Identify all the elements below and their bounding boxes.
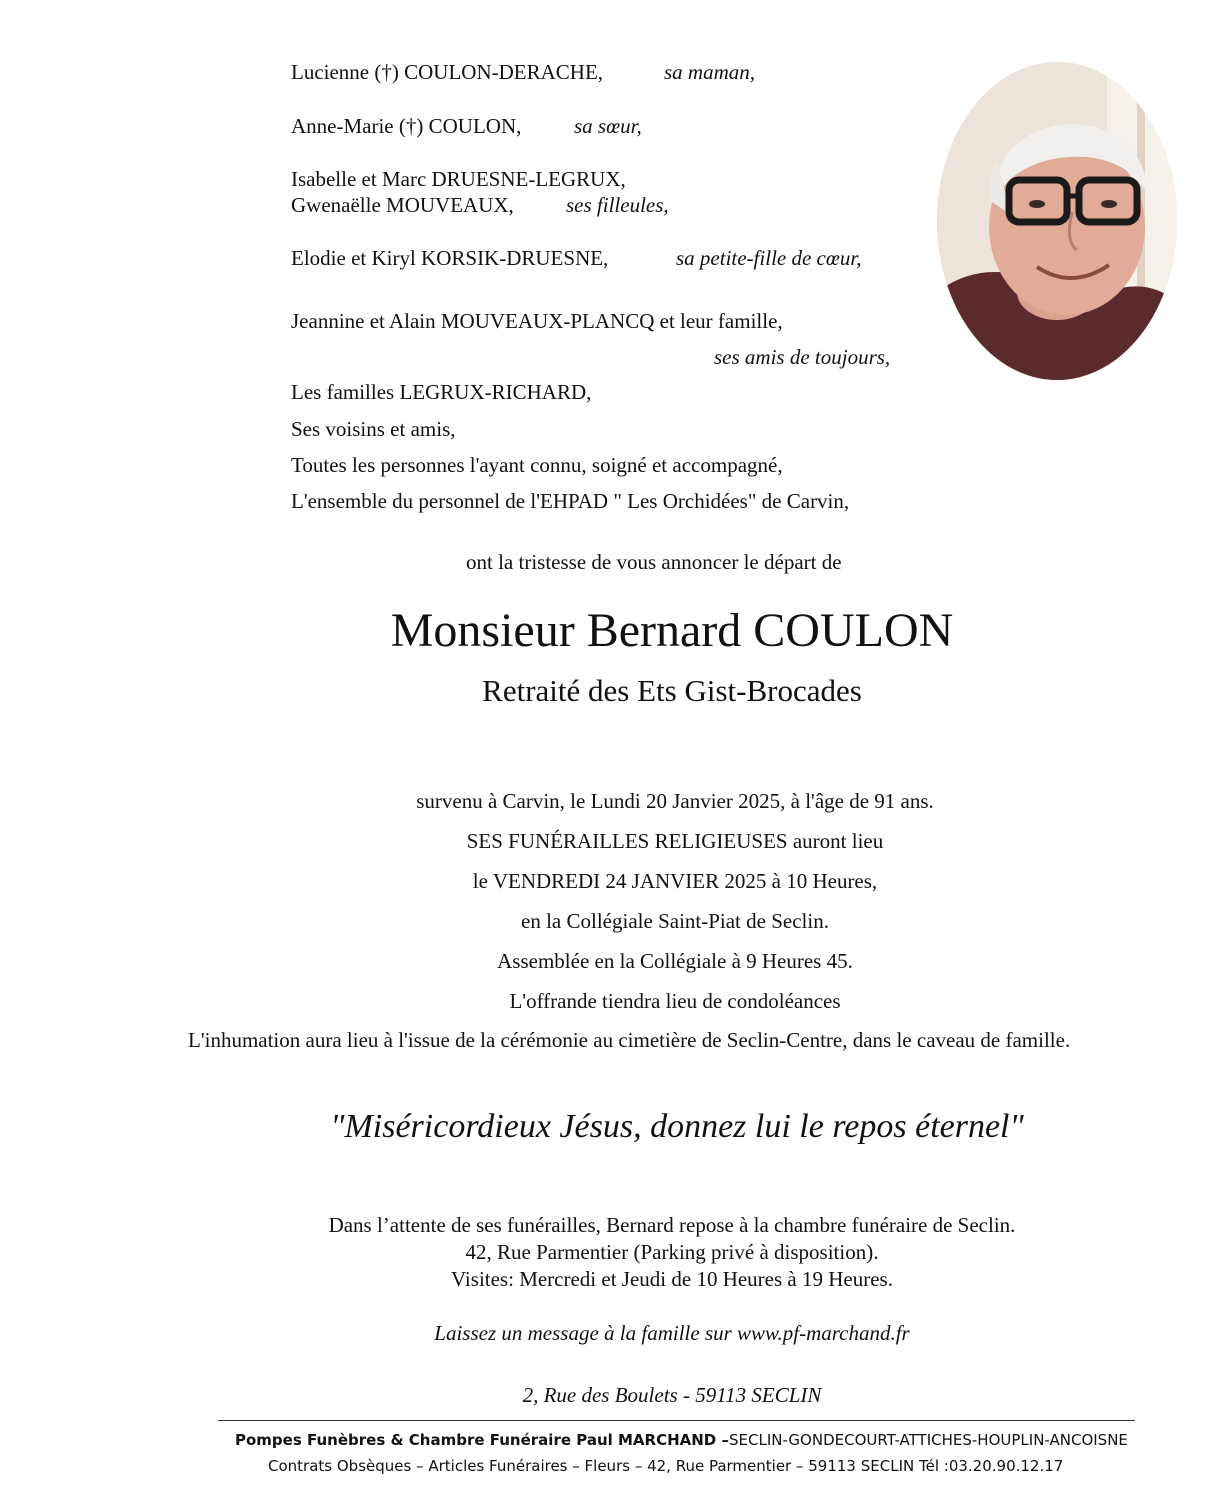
family-name-2: Anne-Marie (†) COULON, — [291, 114, 522, 138]
others-line-2: Ses voisins et amis, — [291, 417, 456, 441]
family-name-1: Lucienne (†) COULON-DERACHE, — [291, 60, 604, 84]
family-name-5: Jeannine et Alain MOUVEAUX-PLANCQ et leur famille, — [291, 309, 783, 333]
family-name-4: Elodie et Kiryl KORSIK-DRUESNE, — [291, 246, 609, 270]
family-relation-4: sa petite-fille de cœur, — [676, 246, 862, 270]
others-line-3: Toutes les personnes l'ayant connu, soigné et accompagné, — [291, 453, 783, 477]
deceased-name: Monsieur Bernard COULON — [390, 604, 954, 657]
others-line-1: Les familles LEGRUX-RICHARD, — [291, 380, 592, 404]
prayer-quote: "Miséricordieux Jésus, donnez lui le repos éternel" — [330, 1108, 1024, 1145]
family-relation-2: sa sœur, — [574, 114, 642, 138]
message-link-text: Laissez un message à la famille sur www.pf-marchand.fr — [434, 1321, 910, 1345]
portrait-photo — [937, 62, 1177, 380]
family-relation-3: ses filleules, — [566, 193, 669, 217]
footer-company: Pompes Funèbres & Chambre Funéraire Paul MARCHAND – — [235, 1431, 729, 1449]
detail-line-2: SES FUNÉRAILLES RELIGIEUSES auront lieu — [466, 829, 884, 853]
family-relation-1: sa maman, — [664, 60, 756, 84]
detail-line-3: le VENDREDI 24 JANVIER 2025 à 10 Heures, — [472, 869, 878, 893]
footer-divider — [218, 1420, 1135, 1421]
announcement: ont la tristesse de vous annoncer le départ de — [466, 550, 842, 574]
visit-line-3: Visites: Mercredi et Jeudi de 10 Heures à 19 Heures. — [451, 1267, 893, 1291]
detail-line-4: en la Collégiale Saint-Piat de Seclin. — [521, 909, 829, 933]
visit-line-2: 42, Rue Parmentier (Parking privé à disposition). — [465, 1240, 879, 1264]
footer-services: Contrats Obsèques – Articles Funéraires – Fleurs – 42, Rue Parmentier – 59113 SECLIN Tél :03.20.90.12.17 — [268, 1457, 1064, 1475]
detail-line-5: Assemblée en la Collégiale à 9 Heures 45. — [497, 949, 853, 973]
detail-line-1: survenu à Carvin, le Lundi 20 Janvier 2025, à l'âge de 91 ans. — [416, 789, 934, 813]
detail-line-7: L'inhumation aura lieu à l'issue de la cérémonie au cimetière de Seclin-Centre, dans le caveau de famille. — [188, 1028, 1071, 1052]
deceased-subtitle: Retraité des Ets Gist-Brocades — [482, 673, 862, 708]
address: 2, Rue des Boulets - 59113 SECLIN — [522, 1383, 822, 1407]
portrait-illustration — [937, 62, 1177, 380]
family-name-3b: Gwenaëlle MOUVEAUX, — [291, 193, 514, 217]
detail-line-6: L'offrande tiendra lieu de condoléances — [509, 989, 841, 1013]
family-relation-5: ses amis de toujours, — [714, 345, 891, 369]
footer-locations: SECLIN-GONDECOURT-ATTICHES-HOUPLIN-ANCOISNE — [728, 1431, 1128, 1449]
visit-line-1: Dans l’attente de ses funérailles, Bernard repose à la chambre funéraire de Seclin. — [328, 1213, 1016, 1237]
footer-company-line — [235, 1431, 1128, 1449]
others-line-4: L'ensemble du personnel de l'EHPAD " Les Orchidées" de Carvin, — [291, 489, 850, 513]
family-name-3a: Isabelle et Marc DRUESNE-LEGRUX, — [291, 167, 626, 191]
